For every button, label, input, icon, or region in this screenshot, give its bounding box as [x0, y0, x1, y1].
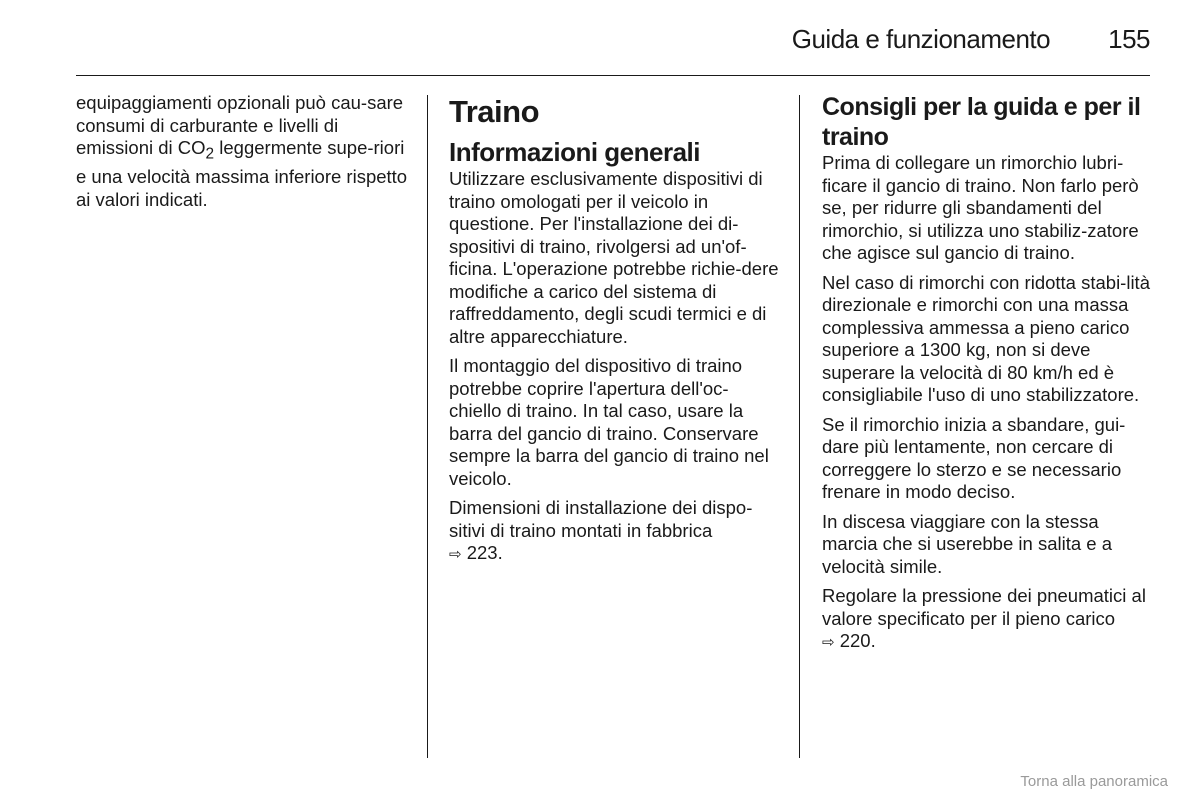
- paragraph-continuation: [76, 92, 408, 211]
- paragraph-with-reference: [449, 497, 779, 567]
- paragraph: In discesa viaggiare con la stessa marcia che si userebbe in salita e a velocità simile.: [822, 510, 1112, 577]
- subheading-informazioni-generali: Informazioni generali: [449, 137, 700, 167]
- column-divider-2: [799, 95, 800, 758]
- page-reference-arrow-icon: ⇨: [822, 634, 835, 651]
- column-3: [822, 92, 1152, 662]
- paragraph: Nel caso di rimorchi con ridotta stabi-lità direzionale e rimorchi con una massa complessiva ammessa a pieno carico superiore a 1300 kg, non si deve superare la velocità di 80 km/h ed è consigliabile l'uso di uno stabilizzatore.: [822, 271, 1150, 405]
- paragraph: Il montaggio del dispositivo di traino potrebbe coprire l'apertura dell'oc-chiello di traino. In tal caso, usare la barra del gancio di traino. Conservare sempre la barra del gancio di traino nel veicolo.: [449, 355, 769, 489]
- column-divider-1: [427, 95, 428, 758]
- section-heading-consigli: Consigli per la guida e per il traino: [822, 93, 1141, 151]
- paragraph: Se il rimorchio inizia a sbandare, gui-dare più lentamente, non cercare di correggere lo sterzo e se necessario frenare in modo deciso.: [822, 413, 1126, 502]
- page-reference-link[interactable]: 220.: [839, 630, 876, 651]
- paragraph-with-reference: [822, 585, 1152, 655]
- page-reference-arrow-icon: ⇨: [449, 546, 462, 563]
- back-to-overview-link[interactable]: Torna alla panoramica: [1020, 773, 1168, 790]
- page-number: 155: [1108, 24, 1150, 54]
- section-title: Guida e funzionamento: [791, 24, 1051, 54]
- paragraph-text: leggermente supe-riori e una velocità massima inferiore rispetto ai valori indicati.: [76, 137, 408, 210]
- paragraph: Prima di collegare un rimorchio lubri-ficare il gancio di traino. Non farlo però se, per ridurre gli sbandamenti del rimorchio, si utilizza uno stabiliz-zatore che agisce sul gancio di traino.: [822, 152, 1139, 263]
- column-2: [449, 92, 779, 574]
- paragraph-text: equipaggiamenti opzionali può cau-sare consumi di carburante e livelli di emissioni di CO: [76, 92, 404, 158]
- page-header: [792, 24, 1150, 55]
- column-1: [76, 92, 408, 218]
- paragraph-text: Dimensioni di installazione dei dispo-sitivi di traino montati in fabbrica: [449, 497, 753, 541]
- header-rule: [76, 75, 1150, 76]
- section-heading-traino: Traino: [449, 94, 540, 129]
- subscript: 2: [205, 145, 215, 163]
- page-reference-link[interactable]: 223.: [466, 542, 503, 563]
- paragraph: Utilizzare esclusivamente dispositivi di traino omologati per il veicolo in questione. Per l'installazione dei di-spositivi di traino, rivolgersi ad un'of-ficina. L'operazione potrebbe richie-dere modifiche a carico del sistema di raffreddamento, degli scudi termici e di altre apparecchiature.: [449, 168, 779, 347]
- paragraph-text: Regolare la pressione dei pneumatici al valore specificato per il pieno carico: [822, 585, 1146, 629]
